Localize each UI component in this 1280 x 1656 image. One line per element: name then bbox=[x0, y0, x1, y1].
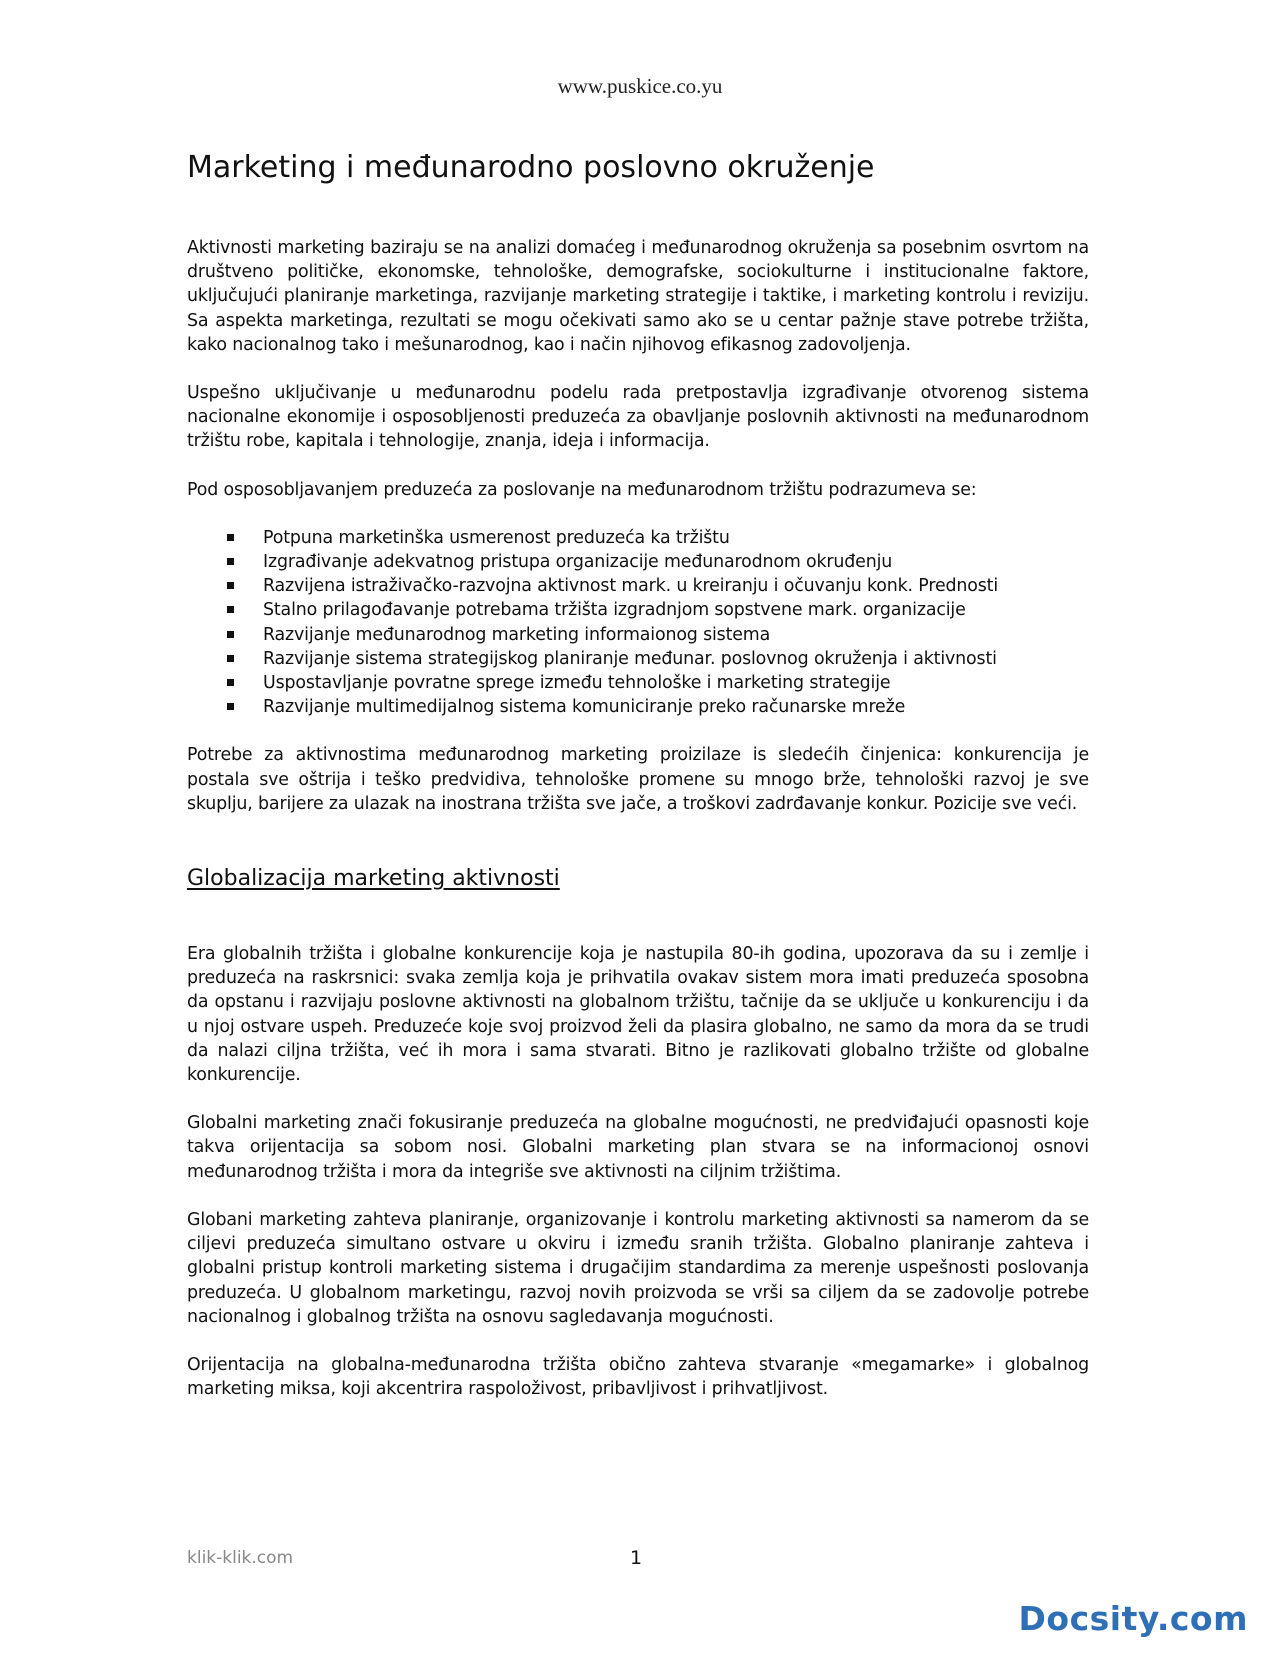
bullet-text: Razvijena istraživačko-razvojna aktivnost mark. u kreiranju i očuvanju konk. Prednosti bbox=[263, 576, 999, 597]
bullet-item bbox=[187, 598, 1089, 622]
square-bullet-icon bbox=[227, 655, 234, 662]
header-url: www.puskice.co.yu bbox=[557, 74, 723, 98]
bullet-item bbox=[187, 550, 1089, 574]
paragraph: Aktivnosti marketing baziraju se na analizi domaćeg i međunarodnog okruženja sa posebnim osvrtom na društveno političke, ekonomske, tehnološke, demografske, sociokulturne i institucionalne faktore, uključujući planiranje marketinga, razvijanje marketing strategije i taktike, i marketing kontrolu i reviziju. Sa aspekta marketinga, rezultati se mogu očekivati samo ako se u centar pažnje stave potrebe tržišta, kako nacionalnog tako i mešunarodnog, kao i način njihovog efikasnog zadovoljenja. bbox=[187, 238, 1089, 355]
bullet-list bbox=[187, 526, 1089, 720]
square-bullet-icon bbox=[227, 558, 234, 565]
square-bullet-icon bbox=[227, 679, 234, 686]
footer-source: klik-klik.com bbox=[187, 1548, 294, 1568]
square-bullet-icon bbox=[227, 631, 234, 638]
bullet-item bbox=[187, 623, 1089, 647]
bullet-text: Izgrađivanje adekvatnog pristupa organizacije međunarodnom okruđenju bbox=[263, 552, 893, 573]
page-number: 1 bbox=[630, 1547, 643, 1569]
square-bullet-icon bbox=[227, 606, 234, 613]
watermark-logo: Docsity.com bbox=[1018, 1599, 1248, 1638]
square-bullet-icon bbox=[227, 703, 234, 710]
paragraph: Orijentacija na globalna-međunarodna tržišta obično zahteva stvaranje «megamarke» i globalnog marketing miksa, koji akcentrira raspoloživost, pribavljivost i prihvatljivost. bbox=[187, 1354, 1089, 1400]
square-bullet-icon bbox=[227, 582, 234, 589]
bullet-text: Stalno prilagođavanje potrebama tržišta izgradnjom sopstvene mark. organizacije bbox=[263, 600, 966, 621]
bullet-item bbox=[187, 526, 1089, 550]
paragraph: Globani marketing zahteva planiranje, organizovanje i kontrolu marketing aktivnosti sa namerom da se ciljevi preduzeća simultano ostvare u okviru i između sranih tržišta. Globalno planiranje zahteva i globalni pristup kontroli marketing sistema i drugačijim standardima za merenje uspešnosti poslovanja preduzeća. U globalnom marketingu, razvoj novih proizvoda se vrši sa ciljem da se zadovolje potrebe nacionalnog i globalnog tržišta na osnovu sagledavanja mogućnosti. bbox=[187, 1209, 1089, 1327]
bullet-text: Potpuna marketinška usmerenost preduzeća ka tržištu bbox=[263, 527, 730, 548]
square-bullet-icon bbox=[227, 534, 234, 541]
bullet-item bbox=[187, 647, 1089, 671]
bullet-text: Uspostavljanje povratne sprege između tehnološke i marketing strategije bbox=[263, 673, 891, 694]
paragraph: Era globalnih tržišta i globalne konkurencije koja je nastupila 80-ih godina, upozorava da su i zemlje i preduzeća na raskrsnici: svaka zemlja koja je prihvatila ovakav sistem mora imati preduzeća sposobna da opstanu i razvijaju poslovne aktivnosti na globalnom tržištu, tačnije da se uključe u konkurenciju i da u njoj ostvare uspeh. Preduzeće koje svoj proizvod želi da plasira globalno, ne samo da mora da se trudi da nalazi ciljna tržišta, već ih mora i sama stvarati. Bitno je razlikovati globalno tržište od globalne konkurencije. bbox=[187, 944, 1089, 1086]
bullet-text: Razvijanje sistema strategijskog planiranje međunar. poslovnog okruženja i aktivnosti bbox=[263, 648, 997, 669]
paragraph: Pod osposobljavanjem preduzeća za poslovanje na međunarodnom tržištu podrazumeva se: bbox=[187, 479, 977, 500]
bullet-item bbox=[187, 671, 1089, 695]
paragraph: Uspešno uključivanje u međunarodnu podelu rada pretpostavlja izgrađivanje otvorenog sistema nacionalne ekonomije i osposobljenosti preduzeća za obavljanje poslovnih aktivnosti na međunarodnom tržištu robe, kapitala i tehnologije, znanja, ideja i informacija. bbox=[187, 383, 1089, 452]
paragraph: Globalni marketing znači fokusiranje preduzeća na globalne mogućnosti, ne predviđajući opasnosti koje takva orijentacija sa sobom nosi. Globalni marketing plan stvara se na informacionoj osnovi međunarodnog tržišta i mora da integriše sve aktivnosti na ciljnim tržištima. bbox=[187, 1113, 1089, 1182]
document-title: Marketing i međunarodno poslovno okruženje bbox=[187, 150, 875, 185]
bullet-text: Razvijanje međunarodnog marketing informaionog sistema bbox=[263, 624, 771, 645]
bullet-text: Razvijanje multimedijalnog sistema komuniciranje preko računarske mreže bbox=[263, 697, 906, 718]
bullet-item bbox=[187, 574, 1089, 598]
paragraph: Potrebe za aktivnostima međunarodnog marketing proizilaze is sledećih činjenica: konkurencija je postala sve oštrija i teško predvidiva, tehnološke promene su mnogo brže, tehnološki razvoj je sve skuplju, barijere za ulazak na inostrana tržišta sve jače, a troškovi zadrđavanje konkur. Pozicije sve veći. bbox=[187, 745, 1089, 814]
section-heading: Globalizacija marketing aktivnosti bbox=[187, 866, 560, 892]
document-body bbox=[187, 148, 1089, 1401]
bullet-item bbox=[187, 695, 1089, 719]
